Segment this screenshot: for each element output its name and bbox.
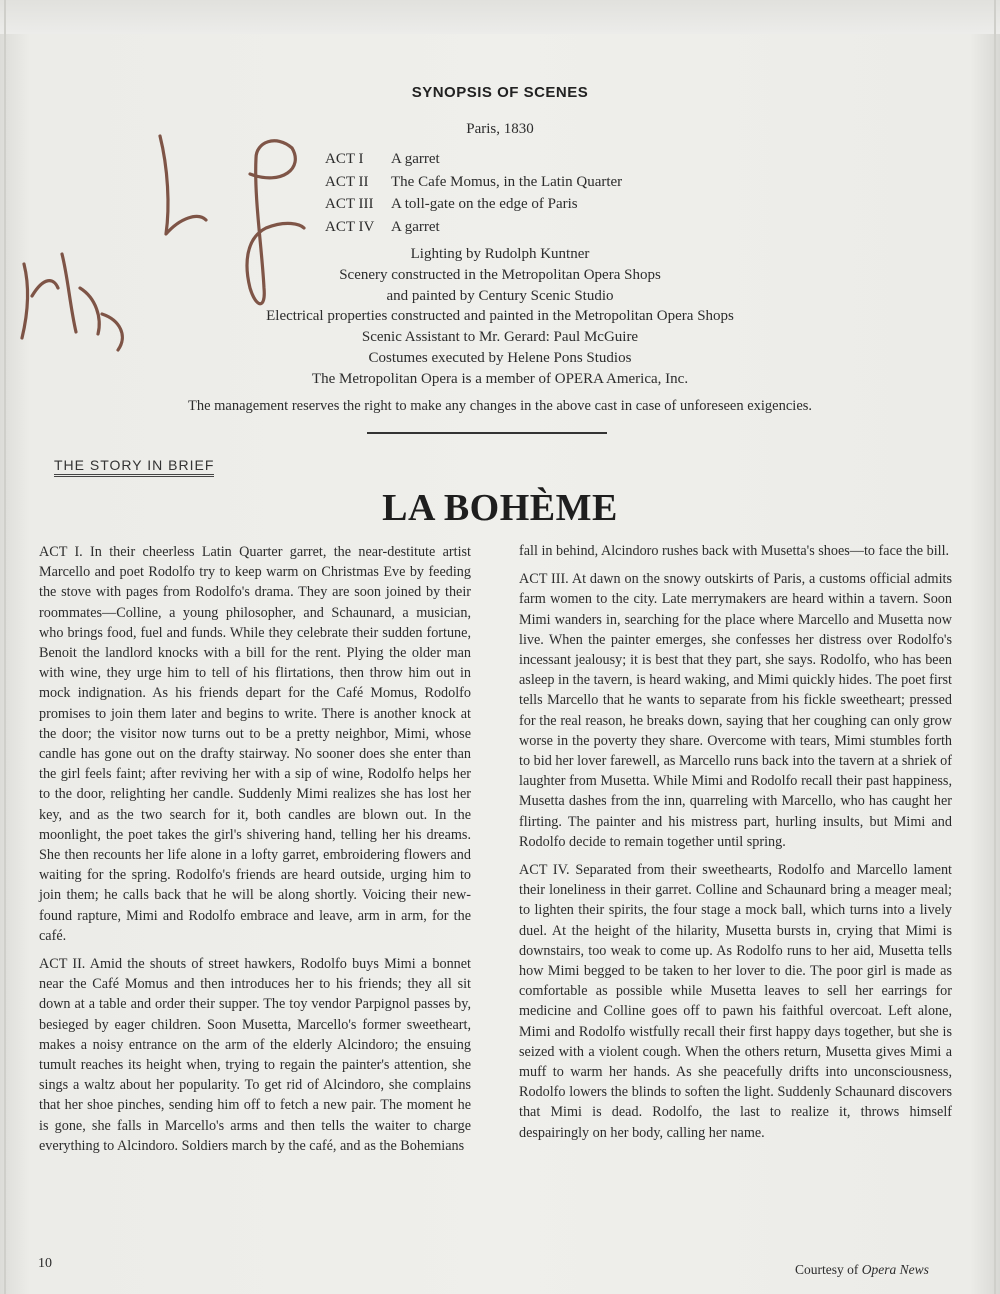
page-number: 10 (38, 1256, 52, 1271)
act-place: A toll-gate on the edge of Paris (391, 196, 578, 212)
act-row (325, 193, 622, 216)
act-row (325, 171, 622, 194)
story-column-left (21, 542, 471, 1164)
act-number: ACT II (325, 173, 369, 190)
act-3-summary: ACT III. At dawn on the snowy outskirts of Paris, a customs official admits farm women to the city. Late merrymakers are heard within a tavern. Soon Mimi wanders in, searching for the place where Marcello and Musetta now live. When the painter emerges, she confesses her distress over Rodolfo's incessant jealousy; it is best that they part, she says. Rodolfo, who has been asleep in the tavern, is heard waking, and Mimi quickly hides. The poet first tells Marcello that he wants to separate from his fickle sweetheart; pressed for the real reason, he breaks down, saying that her coughing can only grow worse in the poverty they share. Overcome with tears, Mimi stumbles forth to bid her lover farewell, as Marcello runs back into the tavern at a shriek of laughter from Musetta. While Mimi and Rodolfo recall their past happiness, Musetta dashes from the inn, quarreling with Marcello, who has caught her flirting. The painter and his mistress part, hurling insults, but Mimi and Rodolfo decide to remain together until spring. (519, 571, 952, 850)
act-place: A garret (391, 218, 440, 235)
act-number: ACT IV (325, 218, 375, 235)
courtesy-source: Opera News (861, 1262, 929, 1277)
credit-scenic-assistant: Scenic Assistant to Mr. Gerard: Paul McGuire (361, 329, 639, 346)
act-row (325, 148, 622, 171)
credit-lighting: Lighting by Rudolph Kuntner (410, 246, 590, 262)
credit-electrical: Electrical properties constructed and painted in the Metropolitan Opera Shops (266, 308, 734, 325)
credit-scenery-painted: and painted by Century Scenic Studio (386, 287, 614, 304)
act-1-summary: ACT I. In their cheerless Latin Quarter garret, the near-destitute artist Marcello and poet Rodolfo try to keep warm on Christmas Eve by feeding the stove with pages from Rodolfo's drama. They are soon joined by their roommates—Colline, a young philosopher, and Schaunard, a musician, who brings food, fuel and funds. While they celebrate their sudden fortune, Benoit the landlord knocks with a bill for the rent. Plying the older man with wine, they urge him to tell of his flirtations, then throw him out in mock indignation. As his friends depart for the Café Momus, Rodolfo promises to join them later and begins to write. There is another knock at the door; the visitor now turns out to be a pretty neighbor, Mimi, whose candle has gone out on the drafty stairway. No sooner does she enter than the girl feels faint; after reviving her with a sip of wine, Rodolfo helps her to the door, relighting her candle. Suddenly Mimi realizes she has lost her key, and as the two search for it, both candles are blown out. In the moonlight, the poet takes the girl's shivering hand, telling her his dreams. She then recounts her life alone in a lofty garret, embroidering flowers and waiting for the spring. Rodolfo's friends are heard outside, urging him to join them; he calls back that he will be along shortly. Voicing their new-found rapture, Mimi and Rodolfo embrace and leave, arm in arm, for the café. (39, 544, 471, 944)
synopsis-setting: Paris, 1830 (466, 121, 534, 137)
act-number: ACT I (325, 151, 364, 167)
acts-list (325, 148, 622, 238)
handwritten-signature (10, 128, 310, 358)
credit-member: The Metropolitan Opera is a member of OPERA America, Inc. (311, 370, 689, 387)
act-number: ACT III (325, 196, 374, 212)
act-4-summary: ACT IV. Separated from their sweethearts, Rodolfo and Marcello lament their loneliness in their garret. Colline and Schaunard bring a meager meal; to lighten their spirits, the four stage a mock ball, which turns into a lively duel. At the height of the hilarity, Musetta bursts in, crying that Mimi is downstairs, too weak to come up. As Rodolfo runs to her aid, Musetta tells how Mimi begged to be taken to her lover to die. The poor girl is made as comfortable as possible while Musetta leaves to sell her earrings for medicine and Colline goes off to pawn his faithful overcoat. Left alone, Mimi and Rodolfo wistfully recall their first happy days together, but she is seized with a violent cough. When the others return, Musetta gives Mimi a muff to warm her hands. As she peacefully drifts into unconsciousness, Rodolfo lowers the blinds to soften the light. Suddenly Schaunard discovers that Mimi is dead. Rodolfo, the last to realize it, throws himself despairingly on her body, calling her name. (519, 862, 952, 1141)
courtesy-prefix: Courtesy of (795, 1262, 862, 1277)
credit-costumes: Costumes executed by Helene Pons Studios (368, 349, 632, 366)
act-2-summary: ACT II. Amid the shouts of street hawkers, Rodolfo buys Mimi a bonnet near the Café Momus and then introduces her to his friends; they all sit down at a table and order their supper. The toy vendor Parpignol passes by, besieged by eager children. Soon Musetta, Marcello's former sweetheart, makes a noisy entrance on the arm of the elderly Alcindoro; the ensuing tumult reaches its height when, trying to regain the painter's attention, she sings a waltz about her popularity. To get rid of Alcindoro, she complains that her shoe pinches, sending him off to fetch a new pair. The moment he is gone, she falls in Marcello's arms and then tells the waiter to charge everything to Alcindoro. Soldiers march by the café, and as the Bohemians (39, 956, 471, 1154)
synopsis-heading: SYNOPSIS OF SCENES (411, 84, 589, 101)
opera-title: LA BOHÈME (382, 487, 618, 529)
courtesy-credit (795, 1262, 929, 1278)
act-2-continued: fall in behind, Alcindoro rushes back with Musetta's shoes—to face the bill. (519, 543, 950, 559)
management-note: The management reserves the right to make any changes in the above cast in case of unforeseen exigencies. (187, 397, 813, 414)
act-row (325, 216, 622, 239)
act-place: A garret (391, 151, 440, 167)
story-column-right (501, 541, 952, 1151)
story-label: THE STORY IN BRIEF (54, 457, 214, 477)
act-place: The Cafe Momus, in the Latin Quarter (391, 173, 623, 190)
credit-scenery: Scenery constructed in the Metropolitan Opera Shops (339, 266, 661, 283)
section-divider (367, 432, 607, 434)
